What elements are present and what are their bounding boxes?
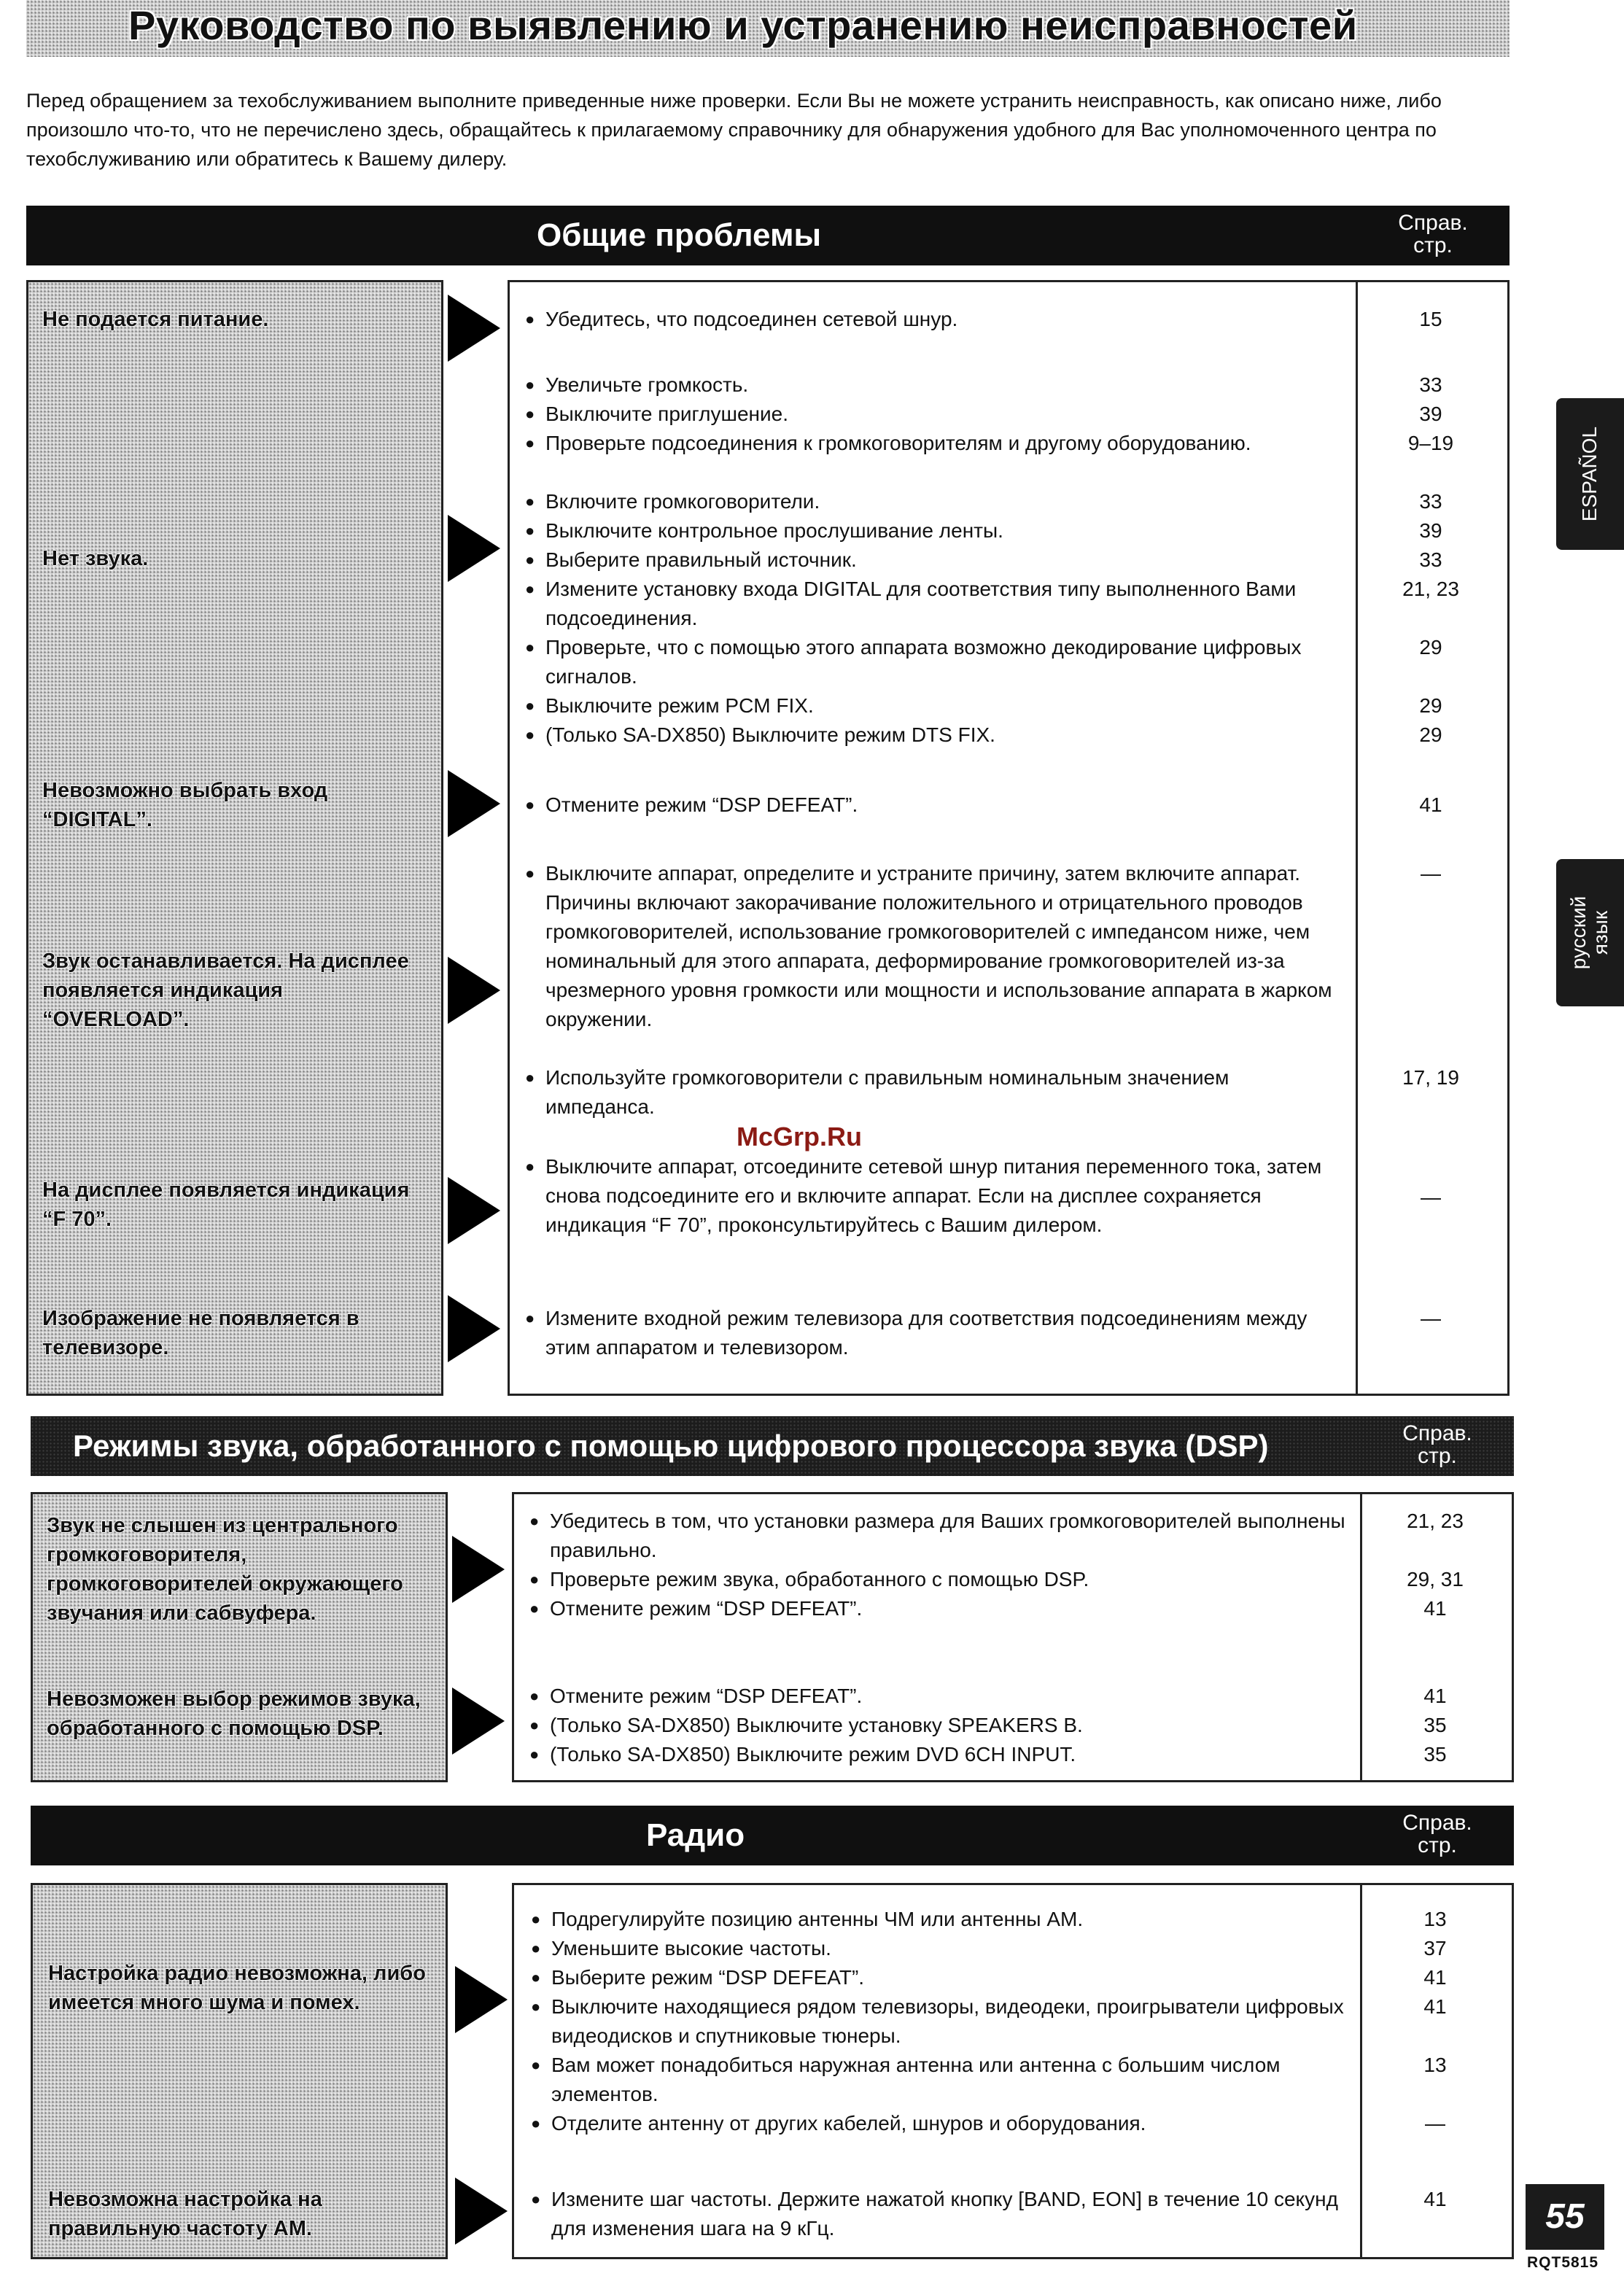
solution-item: ● (Только SA-DX850) Выключите режим DTS FIX. bbox=[525, 723, 995, 746]
problem-label: Звук не слышен из центрального громкоговорителя, громкоговорителей окружающего звучания или сабвуфера. bbox=[47, 1514, 403, 1625]
section-title: Режимы звука, обработанного с помощью цифрового процессора звука (DSP) bbox=[73, 1429, 1269, 1463]
solution-item: ● Выберите правильный источник. bbox=[525, 548, 857, 571]
ref-page: 35 bbox=[1423, 1714, 1447, 1736]
solution-item: ● Уменьшите высокие частоты. bbox=[531, 1937, 831, 1960]
arrow-icon bbox=[455, 2178, 508, 2245]
solution-item: ● Выберите режим “DSP DEFEAT”. bbox=[531, 1966, 865, 1989]
solution-item: ● Измените установку входа DIGITAL для соответствия типу выполненного Вами подсоединения. bbox=[525, 578, 1297, 629]
ref-page: — bbox=[1421, 862, 1441, 885]
problem-label: Настройка радио невозможна, либо имеется много шума и помех. bbox=[48, 1962, 426, 2014]
title-band bbox=[26, 0, 1510, 57]
section-header-dsp bbox=[31, 1416, 1514, 1476]
section-title: Радио bbox=[646, 1817, 745, 1853]
ref-column-header: Справ. стр. bbox=[1402, 1811, 1472, 1857]
ref-page: 9–19 bbox=[1407, 432, 1454, 454]
solution-item: ● Выключите находящиеся рядом телевизоры, видеодеки, проигрыватели цифровых видеодисков и спутниковые тюнеры. bbox=[531, 1995, 1344, 2047]
language-tab-espanol[interactable]: ESPAÑOL bbox=[1556, 398, 1624, 550]
ref-page: 35 bbox=[1423, 1743, 1447, 1766]
solution-item: ● Подрегулируйте позицию антенны ЧМ или антенны АМ. bbox=[531, 1908, 1084, 1930]
ref-page: 17, 19 bbox=[1402, 1066, 1459, 1089]
problem-label: Невозможно выбрать вход “DIGITAL”. bbox=[42, 779, 328, 831]
ref-page: 39 bbox=[1419, 519, 1442, 542]
solution-item: ● Отмените режим “DSP DEFEAT”. bbox=[525, 793, 858, 816]
ref-page: — bbox=[1421, 1307, 1441, 1329]
arrow-icon bbox=[448, 515, 500, 582]
solution-item: ● Вам может понадобиться наружная антенна или антенна с большим числом элементов. bbox=[531, 2054, 1281, 2105]
ref-page: 41 bbox=[1423, 1685, 1447, 1707]
solution-item: ● Отделите антенну от других кабелей, шнуров и оборудования. bbox=[531, 2112, 1146, 2135]
ref-page: — bbox=[1425, 2112, 1445, 2135]
ref-page: — bbox=[1421, 1186, 1441, 1208]
section-title: Общие проблемы bbox=[537, 217, 822, 253]
arrow-icon bbox=[448, 770, 500, 837]
solution-item: ● Проверьте, что с помощью этого аппарата возможно декодирование цифровых сигналов. bbox=[525, 636, 1302, 688]
solution-item: ● Включите громкоговорители. bbox=[525, 490, 820, 513]
ref-page: 39 bbox=[1419, 403, 1442, 425]
solution-item: ● Проверьте подсоединения к громкоговорителям и другому оборудованию. bbox=[525, 432, 1251, 454]
ref-page: 29, 31 bbox=[1407, 1568, 1464, 1591]
intro-text: Перед обращением за техобслуживанием выполните приведенные ниже проверки. Если Вы не можете устранить неисправность, как описано ниже, либо произошло что-то, что не перечислено здесь, обращайтесь к прилагаемому справочнику для обнаружения удобного для Вас уполномоченного центра по техобслуживанию или обратитесь к Вашему дилеру. bbox=[26, 90, 1442, 170]
ref-page: 33 bbox=[1419, 548, 1442, 571]
ref-column-header: Справ. стр. bbox=[1402, 1421, 1472, 1468]
ref-column-header: Справ. стр. bbox=[1398, 211, 1468, 257]
page-title: Руководство по выявлению и устранению неисправностей bbox=[128, 2, 1358, 48]
language-tab-russian[interactable]: русский язык bbox=[1556, 859, 1624, 1006]
problem-label: На дисплее появляется индикация “F 70”. bbox=[42, 1178, 410, 1231]
solution-item: ● (Только SA-DX850) Выключите режим DVD 6CH INPUT. bbox=[529, 1743, 1076, 1766]
arrow-icon bbox=[452, 1687, 505, 1755]
solution-item: ● Увеличьте громкость. bbox=[525, 373, 749, 396]
arrow-icon bbox=[448, 1295, 500, 1362]
document-code: RQT5815 bbox=[1527, 2254, 1599, 2271]
ref-page: 33 bbox=[1419, 490, 1442, 513]
ref-page: 29 bbox=[1419, 694, 1442, 717]
ref-page: 13 bbox=[1423, 2054, 1447, 2076]
solution-item: ● Отмените режим “DSP DEFEAT”. bbox=[529, 1597, 863, 1620]
solution-item: ● Отмените режим “DSP DEFEAT”. bbox=[529, 1685, 863, 1707]
problem-label: Нет звука. bbox=[42, 547, 149, 570]
problem-label: Невозможна настройка на правильную частоту АМ. bbox=[48, 2188, 322, 2240]
ref-page: 41 bbox=[1423, 2188, 1447, 2210]
ref-page: 41 bbox=[1423, 1597, 1447, 1620]
ref-page: 29 bbox=[1419, 636, 1442, 659]
section-header-general bbox=[26, 206, 1510, 265]
solution-item: ● Выключите приглушение. bbox=[525, 403, 788, 425]
ref-page: 15 bbox=[1419, 308, 1442, 330]
ref-page: 29 bbox=[1419, 723, 1442, 746]
arrow-icon bbox=[452, 1536, 505, 1603]
arrow-icon bbox=[455, 1966, 508, 2033]
arrow-icon bbox=[448, 1177, 500, 1244]
solution-item: ● Проверьте режим звука, обработанного с помощью DSP. bbox=[529, 1568, 1089, 1591]
solution-item: ● Убедитесь в том, что установки размера для Ваших громкоговорителей выполнены правильно. bbox=[529, 1510, 1345, 1561]
solution-item: ● Измените шаг частоты. Держите нажатой кнопку [BAND, EON] в течение 10 секунд для изменения шага на 9 кГц. bbox=[531, 2188, 1338, 2240]
ref-page: 13 bbox=[1423, 1908, 1447, 1930]
problem-label: Изображение не появляется в телевизоре. bbox=[42, 1307, 360, 1359]
watermark: McGrp.Ru bbox=[737, 1122, 863, 1151]
solution-item: ● Убедитесь, что подсоединен сетевой шнур. bbox=[525, 308, 958, 330]
ref-page: 41 bbox=[1423, 1966, 1447, 1989]
problem-label: Звук останавливается. На дисплее появляется индикация “OVERLOAD”. bbox=[42, 949, 409, 1031]
ref-page: 21, 23 bbox=[1402, 578, 1459, 600]
ref-page: 33 bbox=[1419, 373, 1442, 396]
solution-item: ● Выключите аппарат, отсоедините сетевой шнур питания переменного тока, затем снова подсоедините его и включите аппарат. Если на дисплее сохраняется индикация “F 70”, проконсультируйтесь с Вашим дилером. bbox=[525, 1155, 1322, 1236]
ref-page: 21, 23 bbox=[1407, 1510, 1464, 1532]
ref-page: 37 bbox=[1423, 1937, 1447, 1960]
solution-item: ● Используйте громкоговорители с правильным номинальным значением импеданса. bbox=[525, 1066, 1229, 1118]
page-number: 55 bbox=[1526, 2184, 1604, 2250]
arrow-icon bbox=[448, 295, 500, 362]
solution-item: ● Выключите режим PCM FIX. bbox=[525, 694, 814, 717]
solution-item: ● (Только SA-DX850) Выключите установку SPEAKERS B. bbox=[529, 1714, 1083, 1736]
solution-item: ● Измените входной режим телевизора для соответствия подсоединениям между этим аппаратом и телевизором. bbox=[525, 1307, 1308, 1359]
problem-label: Невозможен выбор режимов звука, обработанного с помощью DSP. bbox=[47, 1687, 421, 1740]
solution-item: ● Выключите контрольное прослушивание ленты. bbox=[525, 519, 1003, 542]
ref-page: 41 bbox=[1423, 1995, 1447, 2018]
problem-label: Не подается питание. bbox=[42, 308, 269, 331]
ref-page: 41 bbox=[1419, 793, 1442, 816]
solution-item: ● Выключите аппарат, определите и устраните причину, затем включите аппарат. Причины включают закорачивание положительного и отрицательного проводов громкоговорителей, использование громкоговорителей с импедансом ниже, чем номинальный для этого аппарата, деформирование громкоговорителей из-за чрезмерного уровня громкости или мощности и использование аппарата в жарком окружении. bbox=[525, 862, 1332, 1030]
arrow-icon bbox=[448, 957, 500, 1024]
section-header-radio bbox=[31, 1806, 1514, 1865]
